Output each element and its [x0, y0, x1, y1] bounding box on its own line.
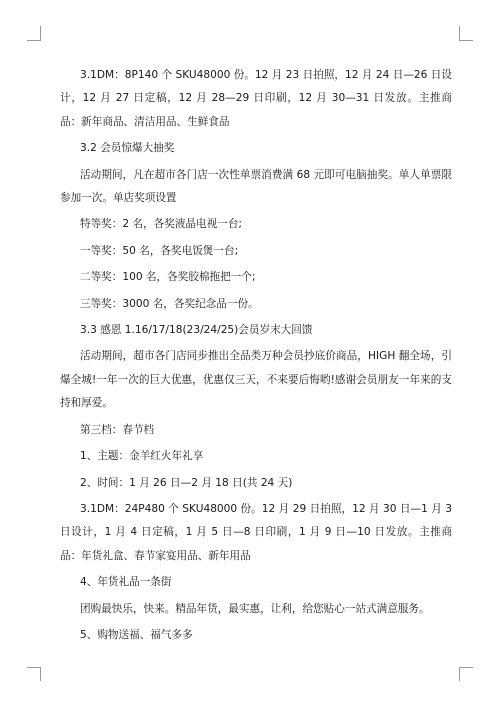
prize-special: 特等奖：2 名，各奖液晶电视一台; — [80, 218, 242, 231]
heading-member-feedback: 3.3 感恩 1.16/17/18(23/24/25)会员岁末大回馈 — [80, 324, 313, 337]
document-body — [60, 64, 452, 650]
paragraph-group-buying: 团购最快乐，快来。精品年货，最实惠，让利，给您贴心一站式满意服务。 — [80, 602, 430, 615]
crop-mark-top-right-vertical — [459, 26, 460, 40]
item-shopping-blessing: 5、购物送福、福气多多 — [80, 628, 193, 641]
prize-third: 三等奖：3000 名，各奖纪念品一份。 — [80, 297, 259, 310]
item-time: 2、时间：1 月 26 日—2 月 18 日(共 24 天) — [80, 476, 293, 489]
item-gift-street: 4、年货礼品一条街 — [80, 576, 172, 589]
crop-mark-top-left-horizontal — [27, 40, 41, 41]
prize-first: 一等奖：50 名，各奖电饭煲一台; — [80, 244, 239, 257]
heading-member-lottery: 3.2 会员惊爆大抽奖 — [80, 142, 175, 155]
crop-mark-bottom-right-vertical — [459, 667, 460, 681]
paragraph-lottery-rules: 活动期间，凡在超市各门店一次性单票消费满 68 元即可电脑抽奖。单人单票限参加一次。单店奖项设置 — [60, 168, 452, 205]
paragraph-dm-plan-1: 3.1DM：8P140 个 SKU48000 份。12 月 23 日拍照，12 月 24 日—26 日设计，12 月 27 日定稿，12 月 28—29 日印刷，12 月 30—31 日发放。主推商品：新年商品、清洁用品、生鲜食品 — [60, 69, 452, 128]
crop-mark-top-left-vertical — [40, 26, 41, 40]
crop-mark-bottom-left-vertical — [40, 667, 41, 681]
crop-mark-bottom-left-horizontal — [27, 667, 41, 668]
paragraph-dm-plan-2: 3.1DM：24P480 个 SKU48000 份。12 月 29 日拍照，12 月 30 日—1 月 3 日设计，1 月 4 日定稿，1 月 5 日—8 日印刷，1 月 9 日—10 日发放。主推商品：年货礼盒、春节家宴用品、新年用品 — [60, 502, 452, 562]
heading-spring-festival: 第三档：春节档 — [80, 423, 155, 436]
prize-second: 二等奖：100 名，各奖胶棉拖把一个; — [80, 271, 256, 284]
crop-mark-bottom-right-horizontal — [459, 667, 473, 668]
item-theme: 1、主题：金羊红火年礼享 — [80, 450, 204, 463]
crop-mark-top-right-horizontal — [459, 40, 473, 41]
paragraph-feedback-details: 活动期间，超市各门店同步推出全品类万种会员抄底价商品，HIGH 翻全场，引爆全城!一年一次的巨大优惠，优惠仅三天，不来要后悔哟!感谢会员朋友一年来的支持和厚爱。 — [60, 350, 452, 410]
